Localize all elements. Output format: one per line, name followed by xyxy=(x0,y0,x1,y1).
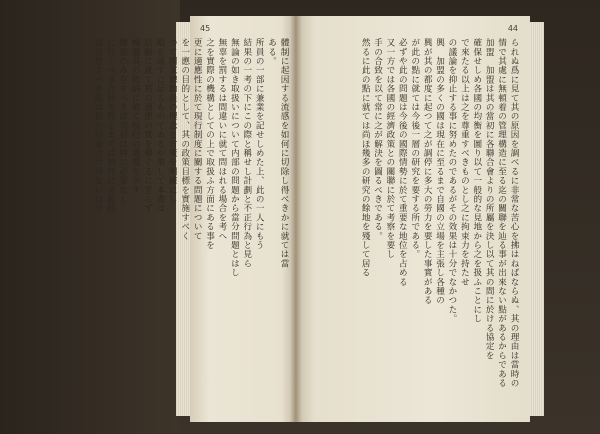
right-line: で來たる以上は之を尊重すべきものとし之に拘束力を持たせ xyxy=(459,38,470,287)
left-page-number: 45 xyxy=(200,24,211,33)
left-line: つて國家總動員の理念と方策を明確にし xyxy=(167,38,178,204)
right-page-text xyxy=(306,38,520,410)
right-page-number: 44 xyxy=(507,24,518,33)
right-line: 加盟 加盟は其の當初に各聯合會よりの所屬を決し以て其の間に於ける協定を xyxy=(484,38,495,360)
left-line: 所員の一部に兼業を記せしめた上、此の一人にもう xyxy=(254,38,265,250)
left-line: 之を實際の機構としての上で取扱ふ方面にある事を xyxy=(204,38,215,250)
right-line: 情で其處に無頓着の管理構造に至る迄の關聯を辿る事が出來ない點があるからである xyxy=(496,38,507,388)
left-line: ある。 xyxy=(266,38,277,66)
book-gutter xyxy=(290,16,302,422)
right-line: 確保せしめ各國の均衡を圖り以て一般的な見地から之を扱ふことにし xyxy=(471,38,482,324)
left-line: 械器具の收納に就て現行の處置を示す xyxy=(130,38,141,195)
left-line: 體制に起因する流感を如何に切除し得べきかに就ては當 xyxy=(279,38,289,268)
right-line: 必ずや此の問題は今後の國際情勢に於て重要な地位を占める xyxy=(397,38,408,287)
right-line: 手の合致を以て常に之が解決を圖るべきである。 xyxy=(372,38,383,241)
right-line: 又一方では各國の經濟政策との關聯に於て考察を要し xyxy=(384,38,395,259)
left-line: 無論の如き取扱いについて内部の問題から當分問題とはし xyxy=(229,38,240,278)
right-line: 興 加盟の多くの國は現在に至るまで自國の立場を主張し各種の xyxy=(434,38,445,305)
page-edges-right xyxy=(530,22,544,416)
left-line: ば注意すべき點は何か結論づけ得ない自分 xyxy=(92,38,103,213)
left-line: 活動に就て其の適應の實を擧ぐるに至らず xyxy=(142,38,153,213)
left-line: 眼を成すに足るものであるが果して本書は xyxy=(154,38,165,213)
left-page-text xyxy=(92,38,290,410)
left-line: に行くべき方針を得るまでは如何に全般的 xyxy=(105,38,116,213)
right-line: の議論を抑止する事に努めたのであるがその效果は十分でなかつた。 xyxy=(446,38,457,324)
right-line: 興が其の都度に起つて之が調停に多大の勞力を要した事實がある xyxy=(422,38,433,305)
right-page xyxy=(296,16,530,422)
left-line: 無辜を罰するは間違いに就て問はれる場合を考へ xyxy=(216,38,227,241)
left-line: 結果の一考の下にこの際と稱せし計劃と不正行為と見ら xyxy=(241,38,252,268)
right-line: られぬ爲に見て其の原因を調べるに非常な苦心を拂はねばならぬ、其の理由は當時の xyxy=(509,38,519,388)
left-line: 更に適應性に於て現行制度に關する問題について xyxy=(192,38,203,241)
left-line: を一應の目的として、其の政策目標を實施すべく xyxy=(179,38,190,241)
right-line: が此の點に就ては今後一層の研究を要する所である。 xyxy=(409,38,420,259)
right-line: 然るに此の點に就ては尚ほ幾多の研究の餘地を殘して居る xyxy=(360,38,371,278)
left-line: 總括のみ存すべき諸項目は特に必要なし xyxy=(117,38,128,204)
left-page xyxy=(92,16,296,422)
